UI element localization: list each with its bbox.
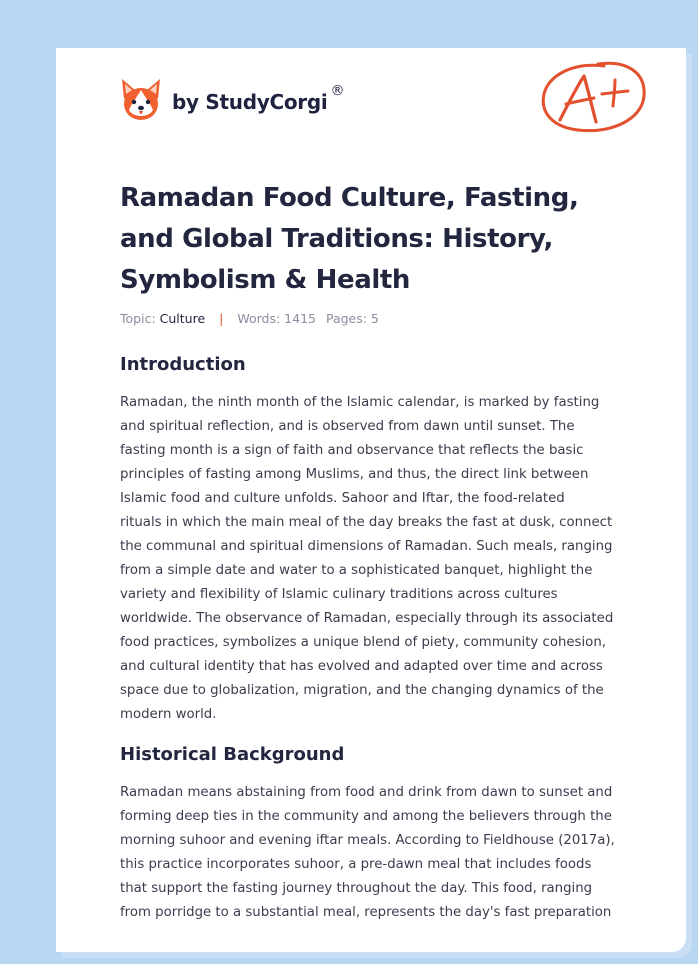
topic-link[interactable]: Culture: [159, 311, 206, 326]
registered-mark: ®: [330, 83, 345, 99]
studycorgi-logo[interactable]: [120, 76, 344, 124]
section-body-introduction: Ramadan, the ninth month of the Islamic calendar, is marked by fasting and spiritual reflection, and is observed from dawn until sunset. The fasting month is a sign of faith and observance that reflects the basic principles of fasting among Muslims, and thus, the direct link between Islamic food and culture unfolds. Sahoor and Iftar, the food-related rituals in which the main meal of the day breaks the fast at dusk, connect the communal and spiritual dimensions of Ramadan. Such meals, ranging from a simple date and water to a sophisticated banquet, highlight the variety and flexibility of Islamic culinary traditions across cultures worldwide. The observance of Ramadan, especially through its associated food practices, symbolizes a unique blend of piety, community cohesion, and cultural identity that has evolved and adapted over time and across space due to globalization, migration, and the changing dynamics of the modern world.: [120, 395, 614, 722]
section-heading-historical-background: Historical Background: [120, 744, 345, 765]
document-page: [56, 48, 686, 952]
article-title: Ramadan Food Culture, Fasting, and Global Traditions: History, Symbolism & Health: [120, 183, 579, 295]
section-body-historical-background: Ramadan means abstaining from food and drink from dawn to sunset and forming deep ties in the community and among the believers through the morning suhoor and evening iftar meals. According to Fieldhouse (2017a), this practice incorporates suhoor, a pre-dawn meal that includes foods that support the fasting journey throughout the day. This food, ranging from porridge to a substantial meal, represents the day's fast preparation: [120, 785, 615, 920]
corgi-icon: [120, 77, 162, 123]
meta-separator: |: [219, 311, 224, 326]
page-count: Pages: 5: [325, 311, 379, 326]
word-count: Words: 1415: [237, 311, 316, 326]
logo-text: by StudyCorgi: [172, 90, 328, 114]
topic-label: Topic:: [120, 311, 156, 326]
article-meta: [120, 311, 379, 326]
section-heading-introduction: Introduction: [120, 354, 246, 375]
a-plus-grade-icon: [538, 56, 650, 140]
